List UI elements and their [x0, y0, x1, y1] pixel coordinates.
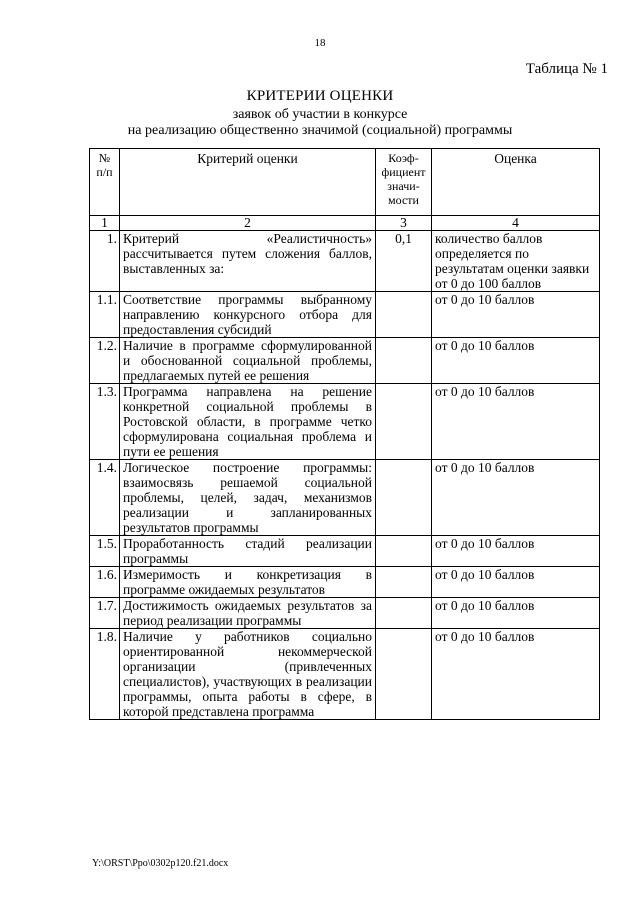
header-score: Оценка — [432, 149, 600, 216]
criteria-table — [89, 148, 600, 720]
column-number: 2 — [120, 216, 376, 231]
row-criterion: Логическое построение программы: взаимосвязь решаемой социальной проблемы, целей, задач, механизмов реализации и запланированных результатов программы — [120, 460, 376, 536]
footer-file-path: Y:\ORST\Ppo\0302p120.f21.docx — [92, 858, 229, 869]
row-criterion: Измеримость и конкретизация в программе ожидаемых результатов — [120, 567, 376, 598]
row-coefficient — [376, 567, 432, 598]
row-number: 1.5. — [90, 536, 120, 567]
row-score: от 0 до 10 баллов — [432, 598, 600, 629]
document-title: КРИТЕРИИ ОЦЕНКИ — [246, 88, 394, 104]
row-criterion: Наличие у работников социально ориентированной некоммерческой организации (привлеченных специалистов), участвующих в реализации программы, опыта работы в сфере, в которой представлена программа — [120, 629, 376, 720]
row-score: от 0 до 10 баллов — [432, 536, 600, 567]
column-number: 4 — [432, 216, 600, 231]
row-criterion: Достижимость ожидаемых результатов за период реализации программы — [120, 598, 376, 629]
row-number: 1.8. — [90, 629, 120, 720]
table-row — [90, 536, 600, 567]
table-header-row — [90, 149, 600, 216]
table-row — [90, 338, 600, 384]
table-label: Таблица № 1 — [525, 61, 608, 77]
table-row — [90, 292, 600, 338]
row-coefficient — [376, 629, 432, 720]
header-num: № п/п — [90, 149, 120, 216]
row-coefficient — [376, 598, 432, 629]
header-criterion: Критерий оценки — [120, 149, 376, 216]
row-criterion: Наличие в программе сформулированной и обоснованной социальной проблемы, предлагаемых путей ее решения — [120, 338, 376, 384]
column-number: 1 — [90, 216, 120, 231]
document-subtitle-line-1: заявок об участии в конкурсе — [232, 107, 408, 122]
table-row — [90, 629, 600, 720]
row-criterion: Программа направлена на решение конкретной социальной проблемы в Ростовской области, в программе четко сформулирована социальная проблема и пути ее решения — [120, 384, 376, 460]
row-criterion: Соответствие программы выбранному направлению конкурсного отбора для предоставления субсидий — [120, 292, 376, 338]
row-number: 1.7. — [90, 598, 120, 629]
row-number: 1.4. — [90, 460, 120, 536]
table-row — [90, 598, 600, 629]
row-score: количество баллов определяется по результатам оценки заявки от 0 до 100 баллов — [432, 231, 600, 292]
row-number: 1.6. — [90, 567, 120, 598]
row-score: от 0 до 10 баллов — [432, 384, 600, 460]
row-criterion: Критерий «Реалистичность» рассчитывается путем сложения баллов, выставленных за: — [120, 231, 376, 292]
row-coefficient — [376, 536, 432, 567]
row-criterion: Проработанность стадий реализации программы — [120, 536, 376, 567]
page-number: 18 — [314, 37, 326, 49]
row-coefficient: 0,1 — [376, 231, 432, 292]
row-score: от 0 до 10 баллов — [432, 292, 600, 338]
table-row — [90, 231, 600, 292]
row-score: от 0 до 10 баллов — [432, 567, 600, 598]
row-coefficient — [376, 338, 432, 384]
table-row — [90, 460, 600, 536]
row-coefficient — [376, 460, 432, 536]
column-number-row — [90, 216, 600, 231]
row-score: от 0 до 10 баллов — [432, 338, 600, 384]
row-score: от 0 до 10 баллов — [432, 629, 600, 720]
table-row — [90, 384, 600, 460]
row-number: 1.1. — [90, 292, 120, 338]
row-coefficient — [376, 384, 432, 460]
row-number: 1. — [90, 231, 120, 292]
row-coefficient — [376, 292, 432, 338]
row-number: 1.2. — [90, 338, 120, 384]
header-coef: Коэф-фициент значи-мости — [376, 149, 432, 216]
row-number: 1.3. — [90, 384, 120, 460]
document-subtitle-line-2: на реализацию общественно значимой (социальной) программы — [127, 123, 513, 138]
table-row — [90, 567, 600, 598]
row-score: от 0 до 10 баллов — [432, 460, 600, 536]
column-number: 3 — [376, 216, 432, 231]
